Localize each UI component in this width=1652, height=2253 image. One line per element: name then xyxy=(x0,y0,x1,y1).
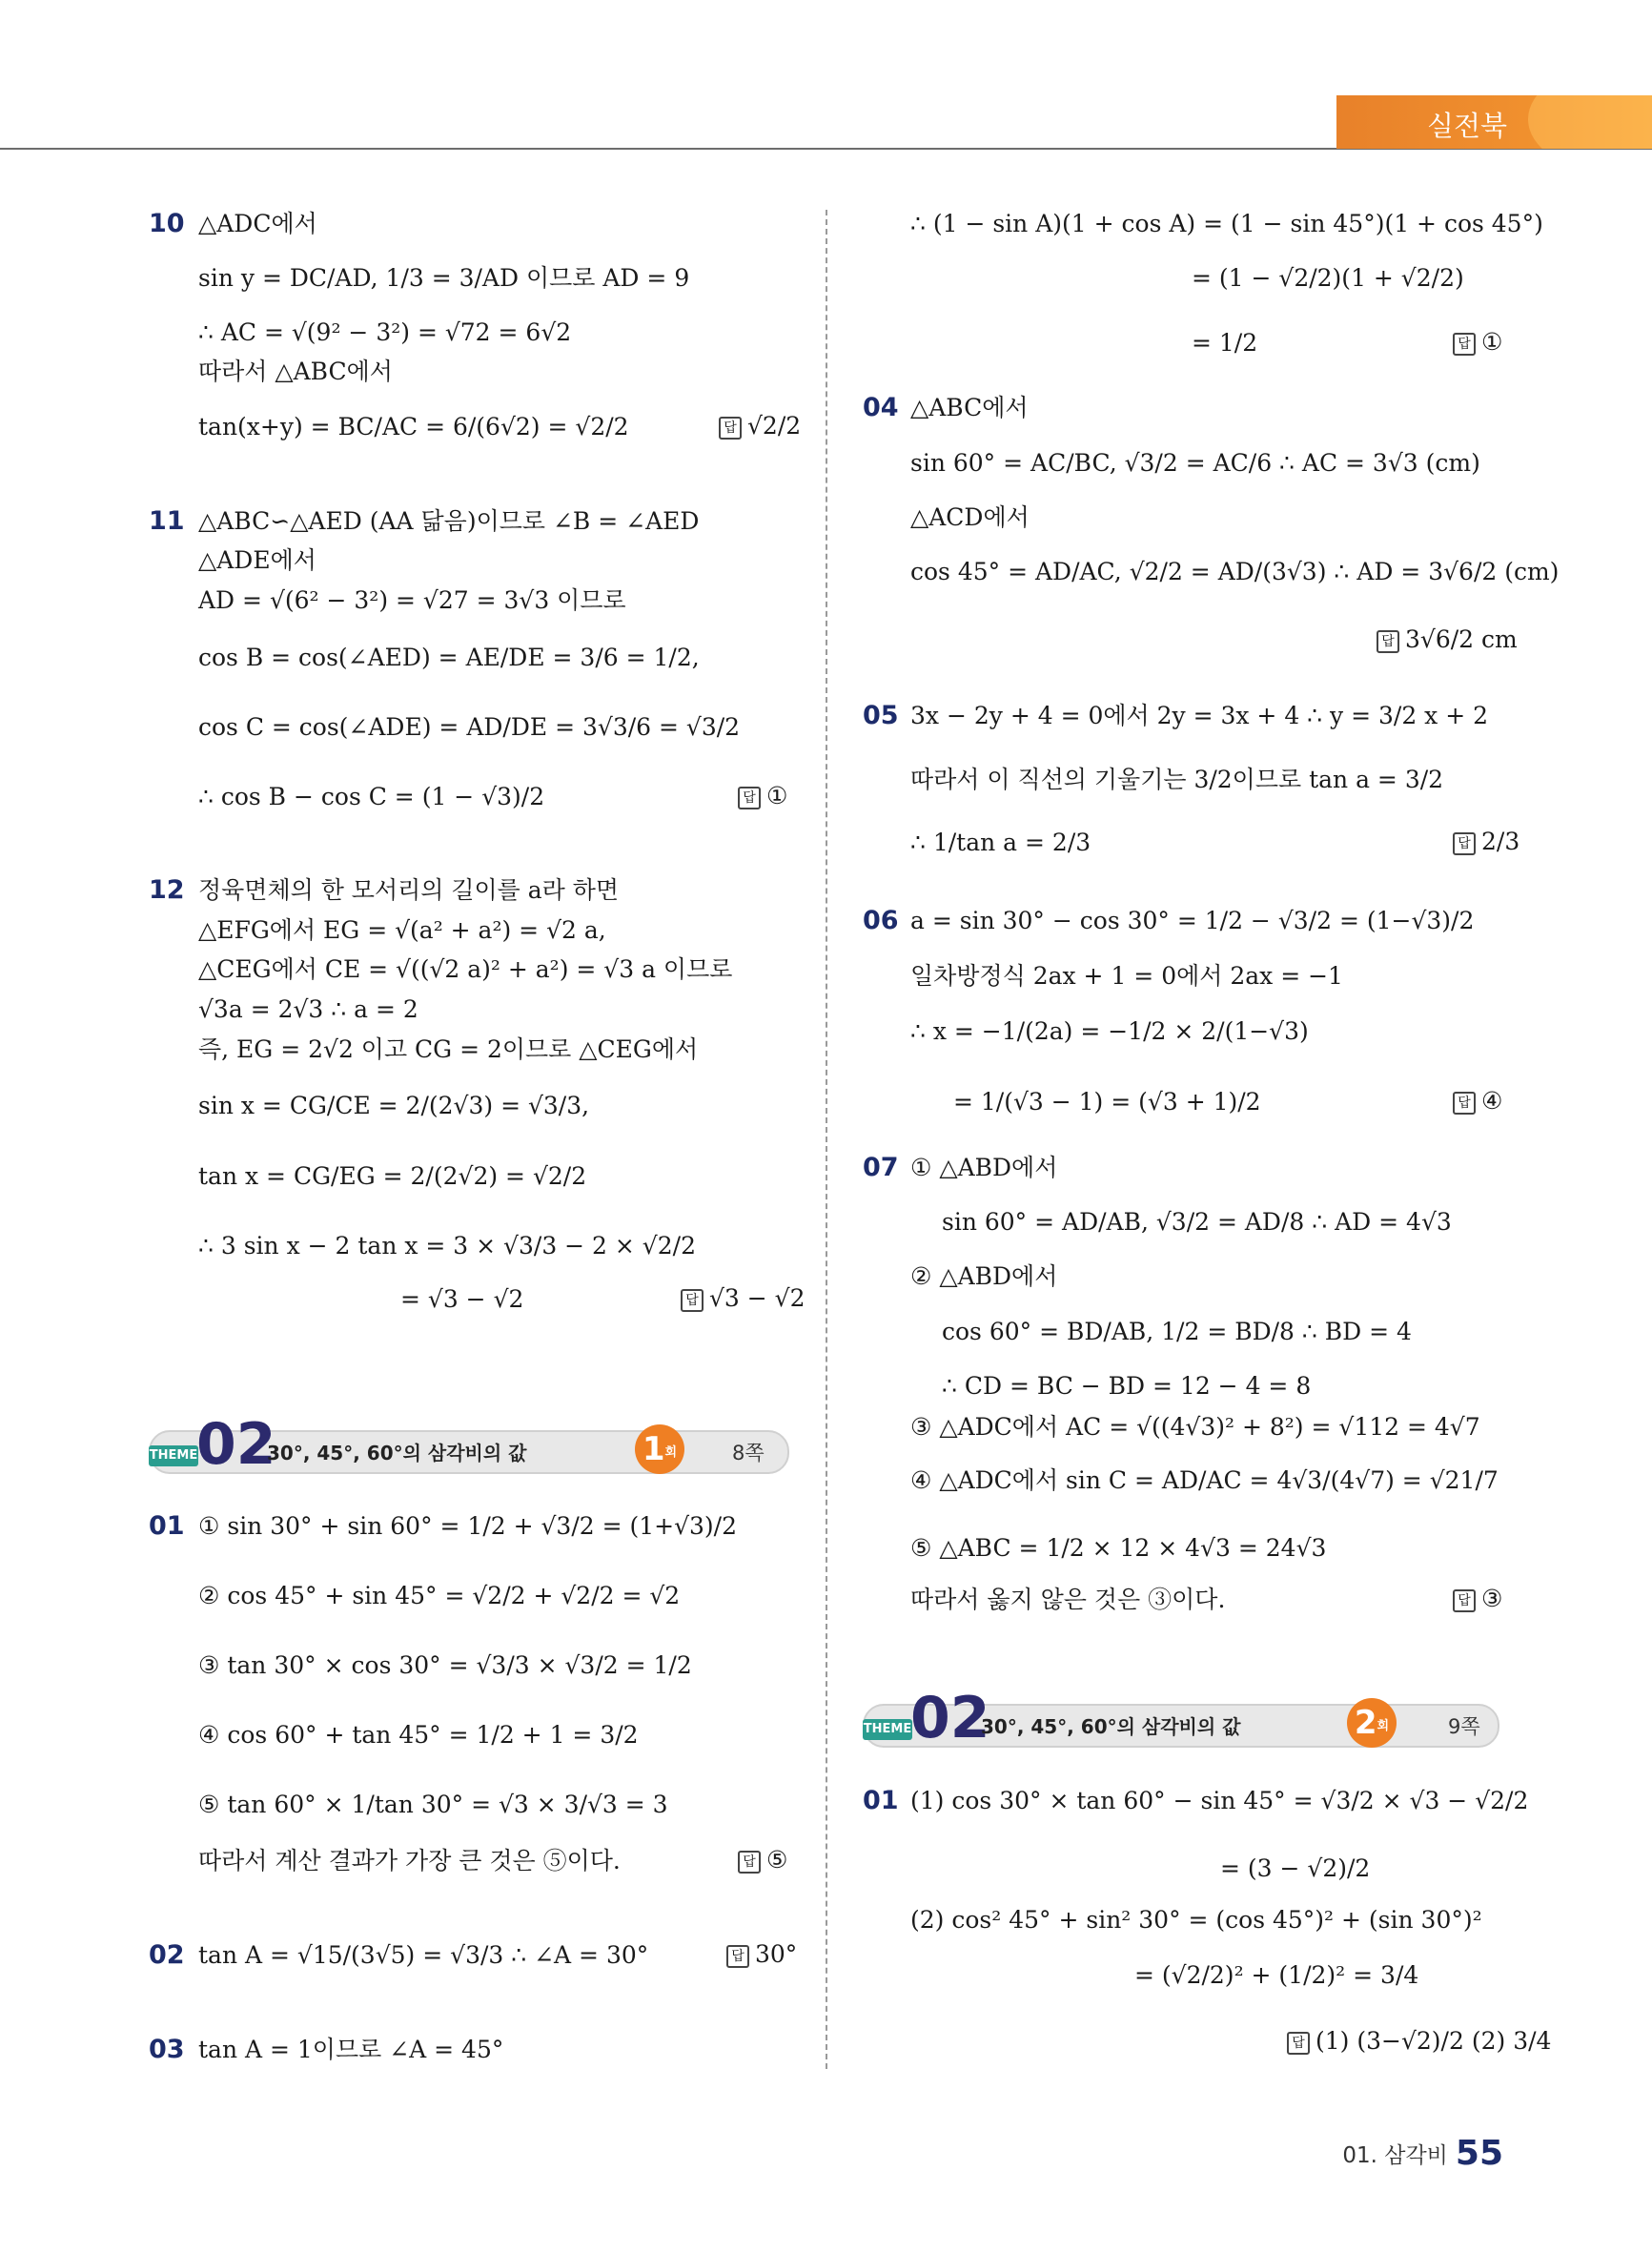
problem-number: 02 xyxy=(149,1940,185,1970)
theme-tag: THEME xyxy=(863,1719,912,1740)
line: = 1/2 xyxy=(1192,329,1258,357)
line: = (1 − √2/2)(1 + √2/2) xyxy=(1192,264,1464,292)
line: △CEG에서 CE = √((√2 a)² + a²) = √3 a 이므로 xyxy=(198,955,733,983)
line: ① sin 30° + sin 60° = 1/2 + √3/2 = (1+√3)/2 xyxy=(198,1512,738,1540)
section-tab-label: 실전북 xyxy=(1427,110,1508,142)
line: tan(x+y) = BC/AC = 6/(6√2) = √2/2 xyxy=(198,413,629,440)
problem-number: 05 xyxy=(863,701,899,730)
theme-page: 9쪽 xyxy=(1448,1715,1480,1738)
answer-icon: 답 xyxy=(681,1289,704,1312)
answer: 답 ④ xyxy=(1453,1087,1502,1115)
line: tan x = CG/EG = 2/(2√2) = √2/2 xyxy=(198,1162,587,1190)
round-badge: 1회 xyxy=(635,1424,684,1474)
line: a = sin 30° − cos 30° = 1/2 − √3/2 = (1−√3)/2 xyxy=(910,907,1475,934)
answer: 답 ① xyxy=(1453,328,1502,356)
line: √3a = 2√3 ∴ a = 2 xyxy=(198,995,418,1023)
line: ∴ x = −1/(2a) = −1/2 × 2/(1−√3) xyxy=(910,1017,1309,1045)
line: △EFG에서 EG = √(a² + a²) = √2 a, xyxy=(198,916,606,944)
problem-number: 06 xyxy=(863,906,899,935)
theme-banner-2 xyxy=(863,1685,1499,1751)
theme-number: 02 xyxy=(910,1685,990,1751)
line: sin 60° = AD/AB, √3/2 = AD/8 ∴ AD = 4√3 xyxy=(942,1208,1452,1236)
round-badge: 2회 xyxy=(1347,1698,1397,1748)
answer-icon: 답 xyxy=(1287,2032,1310,2055)
theme-tag: THEME xyxy=(149,1445,198,1466)
line: 따라서 옳지 않은 것은 ③이다. xyxy=(910,1586,1226,1613)
line: △ADE에서 xyxy=(198,546,316,574)
answer: 답 √3 − √2 xyxy=(681,1284,806,1312)
line: AD = √(6² − 3²) = √27 = 3√3 이므로 xyxy=(198,586,626,614)
line: ∴ AC = √(9² − 3²) = √72 = 6√2 xyxy=(198,318,572,346)
line: 즉, EG = 2√2 이고 CG = 2이므로 △CEG에서 xyxy=(198,1035,699,1063)
answer: 답 ⑤ xyxy=(738,1846,787,1874)
line: ② △ABD에서 xyxy=(910,1262,1058,1290)
line: cos C = cos(∠ADE) = AD/DE = 3√3/6 = √3/2 xyxy=(198,713,741,741)
line: cos B = cos(∠AED) = AE/DE = 3/6 = 1/2, xyxy=(198,644,700,671)
theme-page: 8쪽 xyxy=(732,1442,765,1464)
line: ② cos 45° + sin 45° = √2/2 + √2/2 = √2 xyxy=(198,1582,681,1609)
theme-banner-1 xyxy=(149,1411,789,1478)
answer-icon: 답 xyxy=(738,787,761,809)
answer: 답 ③ xyxy=(1453,1585,1502,1612)
page-footer xyxy=(1342,2134,1503,2173)
answer-icon: 답 xyxy=(1453,1589,1476,1612)
answer-icon: 답 xyxy=(726,1945,749,1968)
answer: 답 30° xyxy=(726,1940,797,1968)
answer: 답 (1) (3−√2)/2 (2) 3/4 xyxy=(1287,2027,1551,2055)
line: tan A = √15/(3√5) = √3/3 ∴ ∠A = 30° xyxy=(198,1941,649,1969)
line: = (√2/2)² + (1/2)² = 3/4 xyxy=(1134,1961,1419,1989)
line: ① △ABD에서 xyxy=(910,1154,1058,1181)
problem-number: 01 xyxy=(863,1786,899,1815)
line: 일차방정식 2ax + 1 = 0에서 2ax = −1 xyxy=(910,962,1343,990)
line: (2) cos² 45° + sin² 30° = (cos 45°)² + (sin 30°)² xyxy=(910,1906,1482,1934)
line: ③ △ADC에서 AC = √((4√3)² + 8²) = √112 = 4√7 xyxy=(910,1413,1480,1441)
line: ∴ CD = BC − BD = 12 − 4 = 8 xyxy=(942,1372,1312,1400)
theme-number: 02 xyxy=(196,1411,276,1478)
problem-number: 07 xyxy=(863,1153,899,1182)
line: sin 60° = AC/BC, √3/2 = AC/6 ∴ AC = 3√3 (cm) xyxy=(910,449,1480,477)
line: ∴ 3 sin x − 2 tan x = 3 × √3/3 − 2 × √2/2 xyxy=(198,1232,696,1260)
answer-icon: 답 xyxy=(1453,333,1476,356)
chapter-label: 01. 삼각비 xyxy=(1342,2143,1448,2168)
answer-icon: 답 xyxy=(1377,630,1399,653)
line: = √3 − √2 xyxy=(400,1285,524,1313)
answer: 답 √2/2 xyxy=(719,412,801,440)
problem-number: 04 xyxy=(863,393,899,422)
line: △ACD에서 xyxy=(910,503,1030,531)
line: cos 45° = AD/AC, √2/2 = AD/(3√3) ∴ AD = 3√6/2 (cm) xyxy=(910,558,1560,585)
line: = 1/(√3 − 1) = (√3 + 1)/2 xyxy=(953,1088,1261,1116)
column-divider xyxy=(826,210,827,2069)
problem-number: 01 xyxy=(149,1511,185,1541)
line: △ABC∽△AED (AA 닮음)이므로 ∠B = ∠AED xyxy=(198,507,700,535)
line: △ADC에서 xyxy=(198,210,317,237)
line: ∴ cos B − cos C = (1 − √3)/2 xyxy=(198,783,545,810)
line: ⑤ △ABC = 1/2 × 12 × 4√3 = 24√3 xyxy=(910,1534,1327,1562)
problem-number: 12 xyxy=(149,875,185,905)
line: ③ tan 30° × cos 30° = √3/3 × √3/2 = 1/2 xyxy=(198,1651,692,1679)
line: ∴ (1 − sin A)(1 + cos A) = (1 − sin 45°)(1 + cos 45°) xyxy=(910,210,1543,237)
line: sin x = CG/CE = 2/(2√3) = √3/3, xyxy=(198,1092,590,1119)
section-tab xyxy=(1336,95,1652,149)
answer-icon: 답 xyxy=(1453,832,1476,855)
answer-icon: 답 xyxy=(738,1851,761,1874)
line: = (3 − √2)/2 xyxy=(1220,1854,1371,1882)
problem-number: 11 xyxy=(149,506,185,536)
line: 따라서 △ABC에서 xyxy=(198,358,393,385)
answer: 답 ① xyxy=(738,782,787,809)
answer: 답 3√6/2 cm xyxy=(1377,625,1518,653)
line: ⑤ tan 60° × 1/tan 30° = √3 × 3/√3 = 3 xyxy=(198,1791,668,1818)
line: ④ △ADC에서 sin C = AD/AC = 4√3/(4√7) = √21/7 xyxy=(910,1466,1499,1494)
line: cos 60° = BD/AB, 1/2 = BD/8 ∴ BD = 4 xyxy=(942,1318,1412,1345)
line: ∴ 1/tan a = 2/3 xyxy=(910,829,1091,856)
problem-number: 10 xyxy=(149,209,185,238)
line: (1) cos 30° × tan 60° − sin 45° = √3/2 × √3 − √2/2 xyxy=(910,1787,1529,1814)
page-number: 55 xyxy=(1455,2134,1503,2173)
line: sin y = DC/AD, 1/3 = 3/AD 이므로 AD = 9 xyxy=(198,264,690,292)
theme-title: 30°, 45°, 60°의 삼각비의 값 xyxy=(267,1442,527,1464)
answer-icon: 답 xyxy=(719,417,742,440)
line: 따라서 이 직선의 기울기는 3/2이므로 tan a = 3/2 xyxy=(910,766,1444,793)
line: 3x − 2y + 4 = 0에서 2y = 3x + 4 ∴ y = 3/2 x + 2 xyxy=(910,702,1489,729)
answer-icon: 답 xyxy=(1453,1092,1476,1115)
line: ④ cos 60° + tan 45° = 1/2 + 1 = 3/2 xyxy=(198,1721,639,1749)
answer: 답 2/3 xyxy=(1453,828,1519,855)
line: tan A = 1이므로 ∠A = 45° xyxy=(198,2036,504,2063)
problem-number: 03 xyxy=(149,2035,185,2064)
line: 정육면체의 한 모서리의 길이를 a라 하면 xyxy=(198,876,620,904)
theme-title: 30°, 45°, 60°의 삼각비의 값 xyxy=(981,1715,1241,1738)
line: 따라서 계산 결과가 가장 큰 것은 ⑤이다. xyxy=(198,1847,621,1874)
line: △ABC에서 xyxy=(910,394,1029,421)
